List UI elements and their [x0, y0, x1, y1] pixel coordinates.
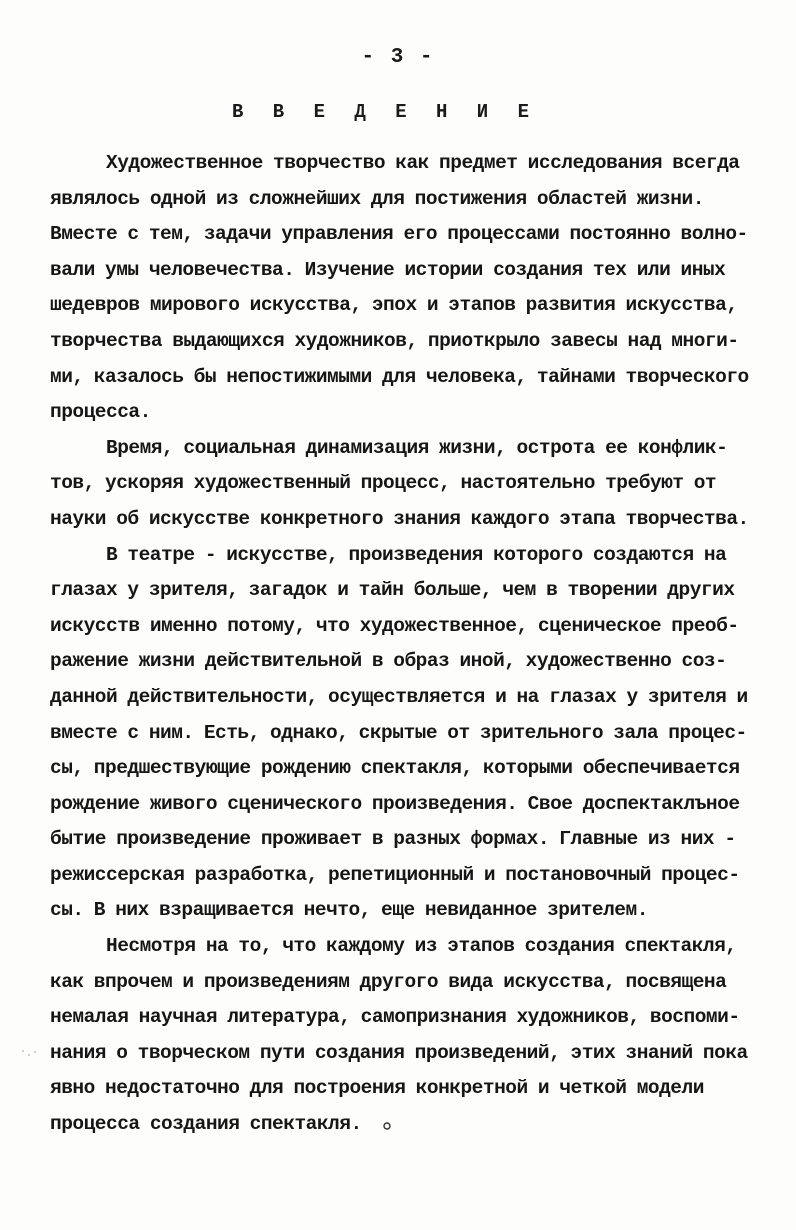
text-line: являлось одной из сложнейших для постижения областей жизни.: [50, 187, 704, 210]
text-line: процесса создания спектакля.: [50, 1113, 362, 1136]
text-line: явно недостаточно для построения конкретной и четкой модели: [50, 1077, 704, 1100]
text-line: немалая научная литература, самопризнания художников, воспоми-: [50, 1006, 740, 1029]
text-line: ми, казалось бы непостижимыми для человека, тайнами творческого: [50, 365, 749, 388]
text-line: нания о творческом пути создания произведений, этих знаний пока: [50, 1041, 748, 1064]
text-line: Несмотря на то, что каждому из этапов создания спектакля,: [106, 935, 737, 958]
scan-speck-mark: [382, 1120, 392, 1132]
text-line: Художественное творчество как предмет исследования всегда: [106, 152, 740, 174]
text-line: Вместе с тем, задачи управления его процессами постоянно волно-: [50, 223, 748, 246]
text-line: Время, социальная динамизация жизни, острота ее конфлик-: [106, 436, 728, 459]
page-heading: В В Е Д Е Н И Е: [231, 101, 539, 123]
text-line: бытие произведение проживает в разных формах. Главные из них -: [50, 828, 736, 851]
text-line: сы, предшествующие рождению спектакля, которыми обеспечивается: [50, 757, 740, 780]
text-line: процесса.: [50, 401, 151, 424]
page-number: - 3 -: [361, 46, 435, 69]
text-line: В театре - искусстве, произведения которого создаются на: [106, 543, 727, 566]
body-text: [50, 146, 749, 1143]
text-line: шедевров мирового искусства, эпох и этапов развития искусства,: [50, 294, 738, 317]
text-line: режиссерская разработка, репетиционный и постановочный процес-: [50, 863, 740, 886]
text-line: тов, ускоряя художественный процесс, настоятельно требуют от: [50, 472, 717, 495]
text-line: вали умы человечества. Изучение истории создания тех или иных: [50, 258, 726, 281]
text-line: ражение жизни действительной в образ иной, художественно соз-: [50, 650, 727, 673]
text-line: сы. В них взращивается нечто, еще невиданное зрителем.: [50, 899, 648, 922]
text-line: данной действительности, осуществляется и на глазах у зрителя и: [50, 685, 748, 708]
text-line: вместе с ним. Есть, однако, скрытые от зрительного зала процес-: [50, 721, 747, 744]
text-line: глазах у зрителя, загадок и тайн больше, чем в творении других: [50, 579, 735, 602]
scan-dots-mark: [20, 1048, 40, 1060]
text-line: как впрочем и произведениям другого вида искусства, посвящена: [50, 970, 727, 993]
text-line: искусств именно потому, что художественное, сценическое преоб-: [50, 614, 739, 637]
text-line: науки об искусстве конкретного знания каждого этапа творчества.: [50, 507, 749, 530]
text-line: творчества выдающихся художников, приоткрыло завесы над многи-: [50, 329, 739, 352]
text-line: рождение живого сценического произведения. Свое доспектаклъное: [50, 792, 740, 815]
